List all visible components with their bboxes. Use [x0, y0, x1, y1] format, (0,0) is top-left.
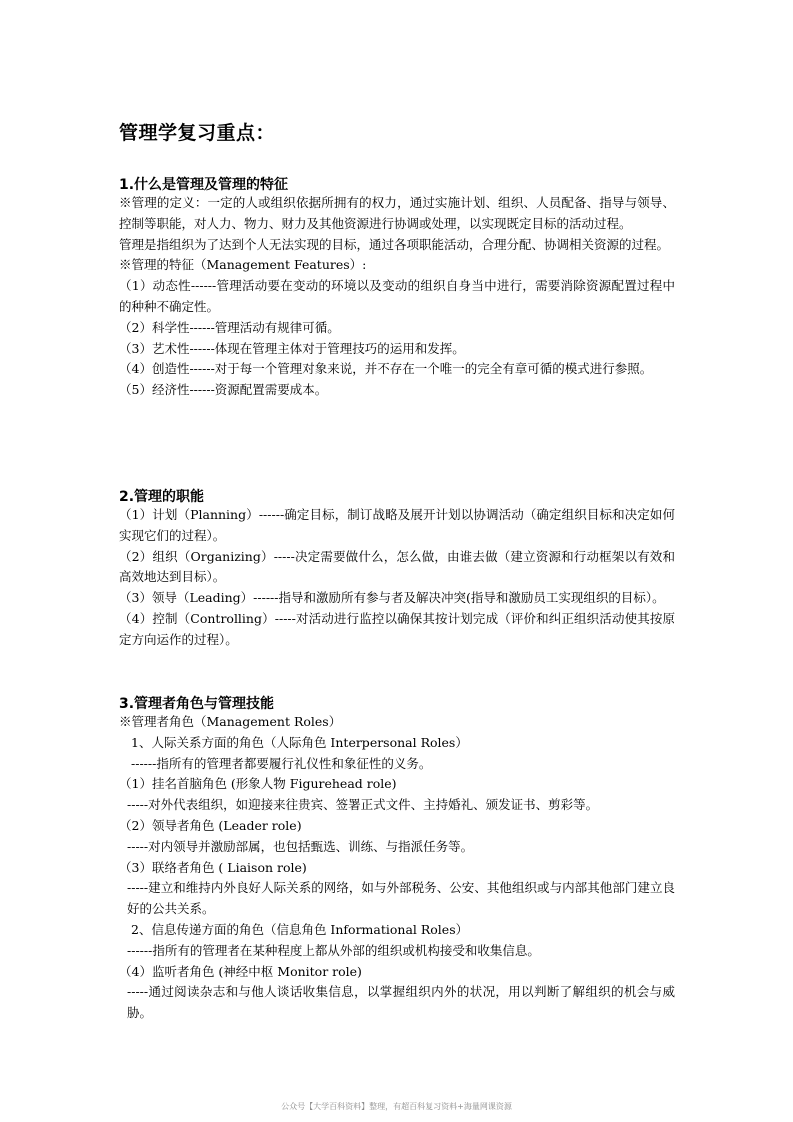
- paragraph: -----对外代表组织，如迎接来往贵宾、签署正式文件、主持婚礼、颁发证书、剪彩等。: [127, 797, 599, 813]
- paragraph: （1）动态性------管理活动要在变动的环境以及变动的组织自身当中进行，需要消除资源配置过程中的种种不确定性。: [119, 278, 675, 314]
- section-3-body: [119, 712, 675, 1024]
- paragraph: 管理是指组织为了达到个人无法实现的目标，通过各项职能活动，合理分配、协调相关资源的过程。: [119, 236, 670, 252]
- section-3-heading: 3.管理者角色与管理技能: [119, 696, 275, 712]
- paragraph: -----建立和维持内外良好人际关系的网络，如与外部税务、公安、其他组织或与内部其他部门建立良好的公共关系。: [127, 880, 675, 917]
- paragraph: （4）控制（Controlling）-----对活动进行监控以确保其按计划完成（评价和纠正组织活动使其按原定方向运作的过程）。: [119, 610, 675, 647]
- paragraph: （1）计划（Planning）------确定目标，制订战略及展开计划以协调活动（确定组织目标和决定如何实现它们的过程）。: [119, 507, 675, 543]
- paragraph: ------指所有的管理者都要履行礼仪性和象征性的义务。: [131, 755, 432, 771]
- section-1-heading: 1.什么是管理及管理的特征: [119, 177, 289, 193]
- section-1-body: [119, 193, 675, 401]
- paragraph: -----对内领导并激励部属，也包括甄选、训练、与指派任务等。: [127, 838, 474, 854]
- paragraph: ※管理者角色（Management Roles）: [119, 714, 342, 729]
- paragraph: -----通过阅读杂志和与他人谈话收集信息，以掌握组织内外的状况，用以判断了解组织的机会与威胁。: [127, 984, 675, 1021]
- paragraph: ※管理的定义：一定的人或组织依据所拥有的权力，通过实施计划、组织、人员配备、指导与领导、 控制等职能，对人力、物力、财力及其他资源进行协调或处理，以实现既定目标的活动过程。: [119, 195, 675, 231]
- paragraph: ------指所有的管理者在某种程度上都从外部的组织或机构接受和收集信息。: [127, 942, 540, 958]
- page-title: 管理学复习重点：: [119, 122, 276, 144]
- paragraph: （4）监听者角色 (神经中枢 Monitor role): [119, 963, 362, 979]
- paragraph: 1、人际关系方面的角色（人际角色 Interpersonal Roles）: [131, 734, 468, 750]
- paragraph: （5）经济性------资源配置需要成本。: [119, 382, 328, 398]
- page-footer: 公众号【大学百科资料】整理，有超百科复习资料+海量网课资源: [281, 1102, 512, 1111]
- paragraph: （4）创造性------对于每一个管理对象来说，并不存在一个唯一的完全有章可循的模式进行参照。: [119, 361, 653, 377]
- paragraph: ※管理的特征（Management Features）:: [119, 257, 367, 273]
- paragraph: （2）领导者角色 (Leader role): [119, 817, 302, 833]
- section-2-body: [119, 505, 675, 651]
- section-2-heading: 2.管理的职能: [119, 489, 205, 505]
- paragraph: （1）挂名首脑角色 (形象人物 Figurehead role): [119, 776, 397, 792]
- paragraph: 2、信息传递方面的角色（信息角色 Informational Roles）: [131, 921, 469, 937]
- paragraph: （2）组织（Organizing）-----决定需要做什么，怎么做，由谁去做（建立资源和行动框架以有效和高效地达到目标）。: [119, 548, 675, 585]
- paragraph: （3）领导（Leading）------指导和激励所有参与者及解决冲突(指导和激励员工实现组织的目标）。: [119, 590, 665, 606]
- paragraph: （3）艺术性------体现在管理主体对于管理技巧的运用和发挥。: [119, 340, 465, 356]
- paragraph: （3）联络者角色 ( Liaison role): [119, 859, 307, 875]
- paragraph: （2）科学性------管理活动有规律可循。: [119, 319, 340, 335]
